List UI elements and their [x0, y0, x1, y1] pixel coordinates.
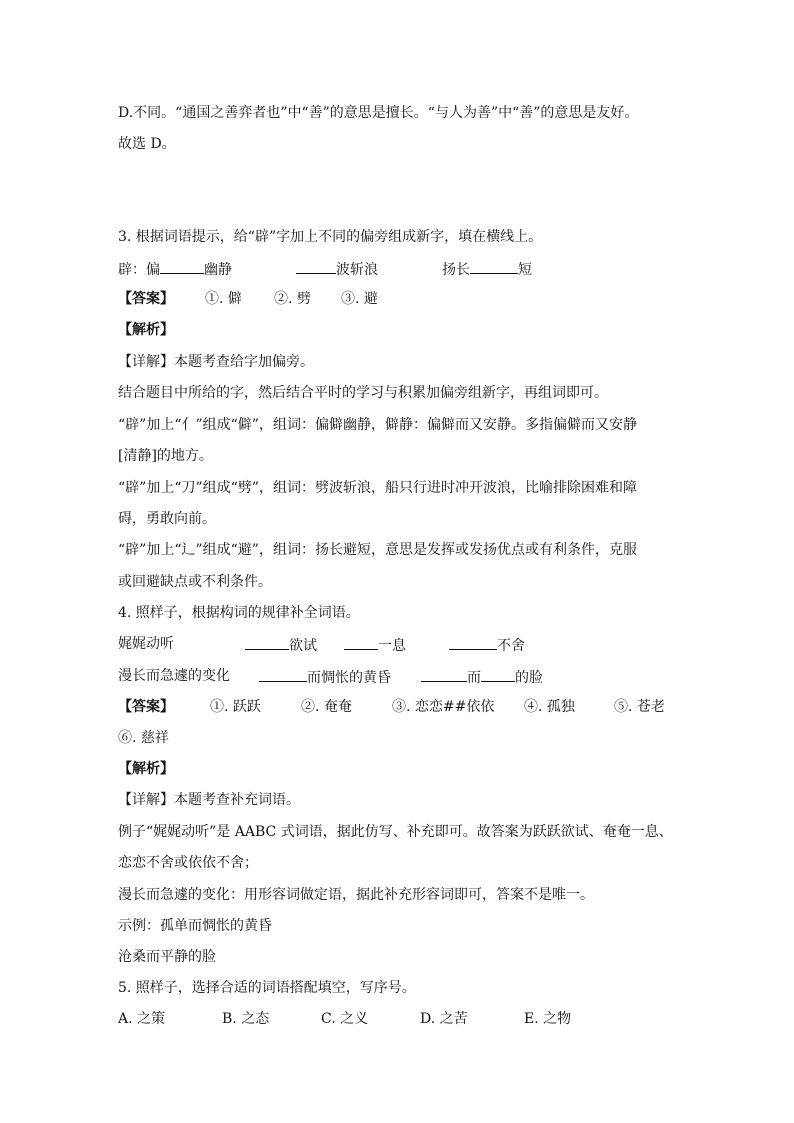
- q4-answer-label: 【答案】: [118, 699, 174, 715]
- q3-blank-2[interactable]: [296, 258, 336, 274]
- q3-analysis-label: 【解析】: [118, 322, 174, 338]
- q4-item-1-suffix: 欲试: [289, 638, 317, 654]
- q3-blank-3[interactable]: [470, 258, 518, 274]
- q3-question: 3. 根据词语提示，给“辟”字加上不同的偏旁组成新字，填在横线上。: [118, 229, 543, 245]
- q3-hint-c-suffix: 短: [518, 262, 532, 278]
- q5-option-d: D. 之苦: [420, 1011, 468, 1027]
- q5-option-b: B. 之态: [222, 1011, 270, 1027]
- q4-paragraph-1: 例子“娓娓动听”是 AABC 式词语，据此仿写、补充即可。故答案为跃跃欲试、奄奄一息、: [118, 824, 673, 840]
- q4-paragraph-3: 漫长而急遽的变化：用形容词做定语，据此补充形容词即可，答案不是唯一。: [118, 887, 594, 903]
- q3-answer-2: ②. 劈: [274, 291, 311, 307]
- q3-hint-a-suffix: 幽静: [204, 262, 232, 278]
- q4-blank-1[interactable]: [245, 634, 289, 650]
- q4-item-3-suffix: 不舍: [497, 638, 525, 654]
- prev-answer-line: D.不同。“通国之善弈者也”中“善”的意思是擅长。“与人为善”中“善”的意思是友好。: [118, 105, 639, 121]
- q4-example-2: 漫长而急遽的变化: [118, 668, 230, 684]
- q4-item-2-suffix: 一息: [378, 638, 406, 654]
- q3-paragraph-3a: “辟”加上“刀”组成“劈”，组词：劈波斩浪，船只行进时冲开波浪，比喻排除困难和障: [118, 480, 637, 496]
- q4-answer-4: ④. 孤独: [524, 699, 575, 715]
- q3-hint-a: [118, 258, 232, 280]
- q4-detail: 【详解】本题考查补充词语。: [118, 792, 300, 808]
- q4-paragraph-4: 示例：孤单而惆怅的黄昏: [118, 918, 272, 934]
- q3-hint-c-prefix: 扬长: [442, 262, 470, 278]
- q3-paragraph-2b: [清静]的地方。: [118, 448, 213, 464]
- q4-answer-2: ②. 奄奄: [301, 699, 352, 715]
- q4-blank-4[interactable]: [259, 666, 307, 682]
- q5-option-a: A. 之策: [118, 1011, 166, 1027]
- q3-hint-c: [442, 258, 532, 280]
- q4-item-5: [421, 666, 543, 688]
- q3-blank-1[interactable]: [160, 258, 204, 274]
- q3-paragraph-4b: 或回避缺点或不利条件。: [118, 574, 272, 590]
- q3-detail: 【详解】本题考查给字加偏旁。: [118, 354, 314, 370]
- q3-answer-3: ③. 避: [341, 291, 378, 307]
- q4-answer-6: ⑥. 慈祥: [118, 730, 169, 746]
- q4-blank-6[interactable]: [481, 666, 515, 682]
- q4-answer-1: ①. 跃跃: [210, 699, 261, 715]
- q4-question: 4. 照样子，根据构词的规律补全词语。: [118, 605, 360, 621]
- q3-answer-label: 【答案】: [118, 291, 174, 307]
- q4-answer-3: ③. 恋恋##依依: [392, 699, 495, 715]
- q4-item-5-suffix: 的脸: [515, 670, 543, 686]
- q4-item-5-mid: 而: [467, 670, 481, 686]
- q4-item-4: [259, 666, 391, 688]
- q4-example-1: 娓娓动听: [118, 636, 174, 652]
- q3-hint-b: [296, 258, 378, 280]
- q5-option-c: C. 之义: [321, 1011, 369, 1027]
- q5-option-e: E. 之物: [524, 1011, 572, 1027]
- q4-blank-5[interactable]: [421, 666, 467, 682]
- q3-hint-a-prefix: 辟：偏: [118, 262, 160, 278]
- q3-paragraph-1: 结合题目中所给的字，然后结合平时的学习与积累加偏旁组新字，再组词即可。: [118, 385, 608, 401]
- q4-answer-5: ⑤. 苍老: [614, 699, 665, 715]
- q5-question: 5. 照样子，选择合适的词语搭配填空，写序号。: [118, 980, 416, 996]
- q3-hint-b-suffix: 波斩浪: [336, 262, 378, 278]
- q3-paragraph-3b: 碍，勇敢向前。: [118, 511, 216, 527]
- q4-paragraph-2: 恋恋不舍或依依不舍；: [118, 855, 258, 871]
- q3-answer-1: ①. 僻: [205, 291, 242, 307]
- q3-paragraph-2a: “辟”加上“亻”组成“僻”，组词：偏僻幽静，僻静：偏僻而又安静。多指偏僻而又安静: [118, 417, 637, 433]
- q4-item-4-suffix: 而惆怅的黄昏: [307, 670, 391, 686]
- q4-item-1: [245, 634, 317, 656]
- q4-blank-2[interactable]: [344, 634, 378, 650]
- q4-paragraph-5: 沧桑而平静的脸: [118, 949, 216, 965]
- q4-blank-3[interactable]: [449, 634, 497, 650]
- q3-paragraph-4a: “辟”加上“辶”组成“避”，组词：扬长避短，意思是发挥或发扬优点或有利条件，克服: [118, 542, 637, 558]
- q4-analysis-label: 【解析】: [118, 761, 174, 777]
- q4-item-3: [449, 634, 525, 656]
- q4-item-2: [344, 634, 406, 656]
- prev-conclusion-line: 故选 D。: [118, 136, 176, 152]
